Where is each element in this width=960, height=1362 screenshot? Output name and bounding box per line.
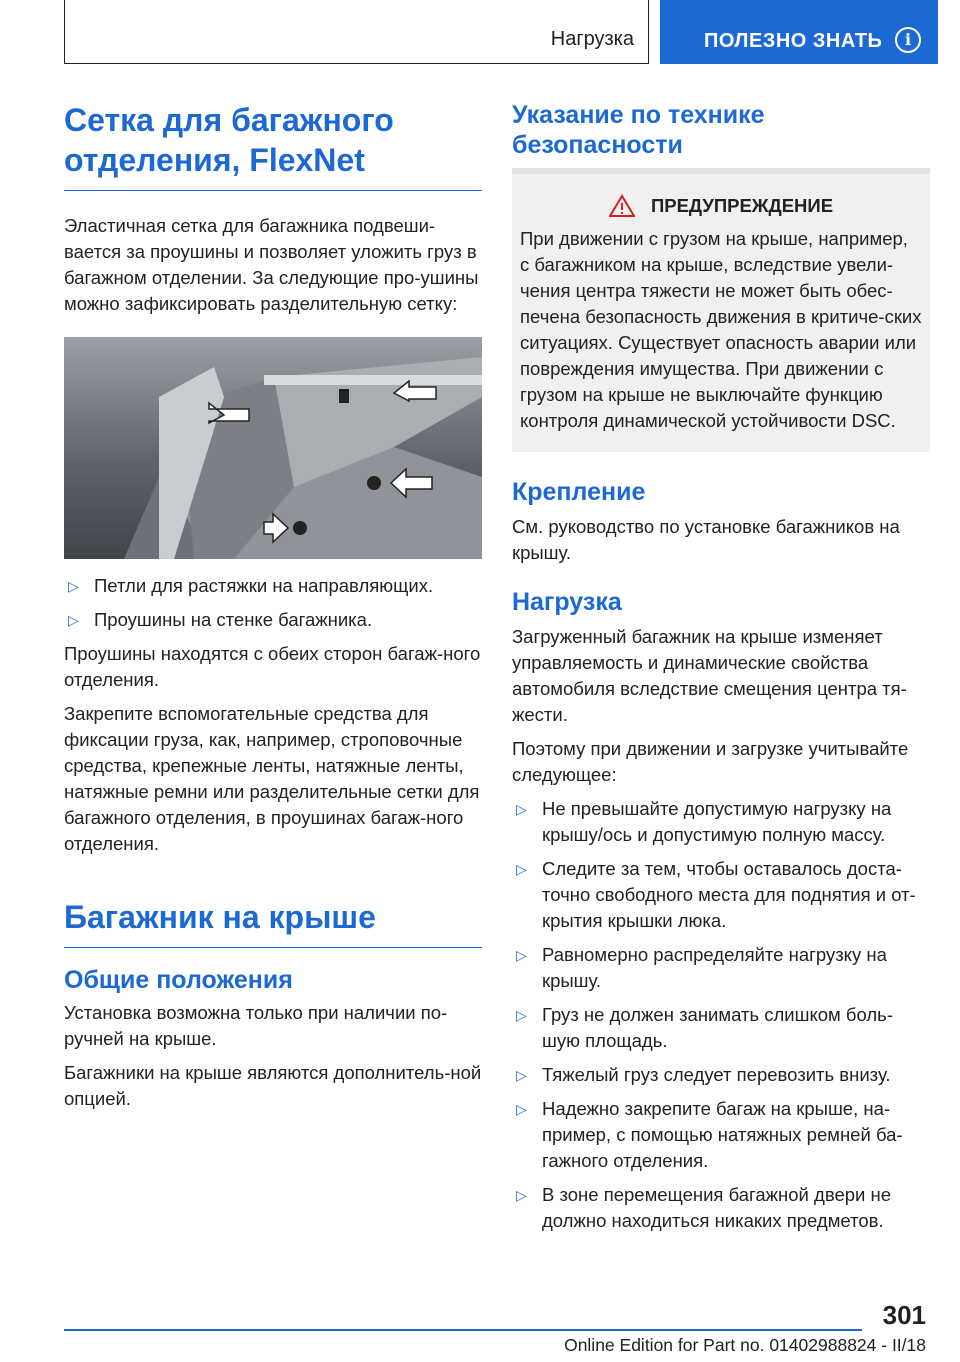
flexnet-title: Сетка для багажного отделения, FlexNet [64,100,482,191]
list-item-text: Следите за тем, чтобы оставалось доста-точно свободного места для поднятия и от-крытия крышки люка. [542,858,916,931]
load-text-2: Поэтому при движении и загрузке учитывайте следующее: [512,738,909,785]
header-section-box [64,0,649,64]
load-heading: Нагрузка [512,588,622,616]
list-item [64,573,482,599]
load-rules-list [512,796,930,1234]
bullet-triangle-icon: ▷ [68,578,79,594]
warning-text: При движении с грузом на крыше, например, с багажником на крыше, вследствие увели-чения центра тяжести не может быть обес-печена безопасность движения в критиче-ских ситуациях. Существует опасность аварии или повреждения имущества. При движении с грузом на крыше не выключайте функцию контроля динамической устойчивости DSC. [520,228,922,431]
bullet-triangle-icon: ▷ [516,1067,527,1083]
flexnet-intro: Эластичная сетка для багажника подвеши-вается за проушины и позволяет уложить груз в багажном отделении. За следующие про-ушины можно зафиксировать разделительную сетку: [64,215,479,314]
bullet-triangle-icon: ▷ [68,612,79,628]
list-item [512,796,930,848]
list-item-text: Проушины на стенке багажника. [94,609,373,630]
bullet-triangle-icon: ▷ [516,1101,527,1117]
list-item-text: В зоне перемещения багажной двери не должно находиться никаких предметов. [542,1184,892,1231]
bullet-triangle-icon: ▷ [516,861,527,877]
general-subtitle: Общие положения [64,966,293,994]
list-item-text: Не превышайте допустимую нагрузку на крышу/ось и допустимую полную массу. [542,798,892,845]
fastening-text: Закрепите вспомогательные средства для фиксации груза, как, например, строповочные средства, крепежные ленты, натяжные ленты, натяжные ремни или разделительные сетки для багажного отделения, в проушинах багаж-ного отделения. [64,703,480,854]
eyelet-location-text: Проушины находятся с обеих сторон багаж-ного отделения. [64,643,481,690]
roof-rack-title: Багажник на крыше [64,897,482,948]
list-item [64,607,482,633]
bullet-triangle-icon: ▷ [516,1007,527,1023]
right-column [512,100,930,1234]
left-column [64,100,482,1112]
bullet-triangle-icon: ▷ [516,801,527,817]
eyelet-list [64,573,482,633]
list-item [512,1002,930,1054]
optional-equipment-text: Багажники на крыше являются дополнитель-ной опцией. [64,1062,482,1109]
list-item [512,1182,930,1234]
header-section-title: Нагрузка [550,28,634,50]
mount-text: См. руководство по установке багажников на крышу. [512,516,900,563]
info-icon: i [895,27,921,53]
warning-heading [520,194,922,218]
list-item [512,1062,930,1088]
list-item [512,1096,930,1174]
page-number: 301 [882,1300,926,1330]
list-item-text: Равномерно распределяйте нагрузку на крышу. [542,944,887,991]
list-item-text: Тяжелый груз следует перевозить внизу. [542,1064,891,1085]
header-badge [660,0,938,64]
list-item-text: Груз не должен занимать слишком боль-шую площадь. [542,1004,893,1051]
mount-heading: Крепление [512,478,646,506]
install-requirement-text: Установка возможна только при наличии по-ручней на крыше. [64,1002,448,1049]
edition-footer: Online Edition for Part no. 01402988824 - II/18 [564,1335,926,1355]
list-item-text: Петли для растяжки на направляющих. [94,575,434,596]
footer-divider [64,1329,862,1331]
list-item [512,942,930,994]
safety-title: Указание по технике безопасности [512,100,930,174]
warning-triangle-icon [609,194,635,218]
header-badge-label: ПОЛЕЗНО ЗНАТЬ [704,30,883,52]
list-item-text: Надежно закрепите багаж на крыше, на-пример, с помощью натяжных ремней ба-гажного отделения. [542,1098,903,1171]
warning-box [512,174,930,452]
bullet-triangle-icon: ▷ [516,1187,527,1203]
bullet-triangle-icon: ▷ [516,947,527,963]
warning-title: ПРЕДУПРЕЖДЕНИЕ [650,195,834,216]
load-text-1: Загруженный багажник на крыше изменяет управляемость и динамические свойства автомобиля вследствие смещения центра тя-жести. [512,626,907,725]
cargo-area-image [64,337,482,559]
list-item [512,856,930,934]
